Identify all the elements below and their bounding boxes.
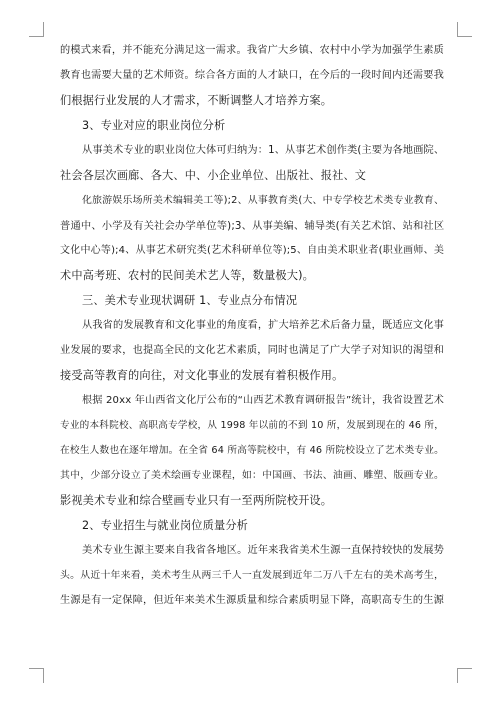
text-line: 根据 20xx 年山西省文化厅公布的“山西艺术教育调研报告”统计，我省设置艺术 (82, 395, 444, 406)
crop-mark-bottom-left (29, 668, 44, 683)
text-line: 在校生人数也在逐年增加。在全省 64 所高等院校中，有 46 所院校设立了艺术类专业。 (60, 445, 444, 456)
text-line: 化旅游娱乐场所美术编辑美工等);2、从事教育类(大、中专学校艺术类专业教育、 (82, 195, 444, 206)
section-heading: 3、专业对应的职业岗位分析 (82, 119, 226, 132)
text-line: 头。从近十年来看，美术考生从两三千人一直发展到近年二万八千左右的美术高考生， (60, 570, 444, 581)
text-line: 从事美术专业的职业岗位大体可归纳为：1、从事艺术创作类(主要为各地画院、 (82, 145, 444, 156)
crop-mark-bottom-right (457, 668, 472, 683)
text-line: 接受高等教育的向往，对文化事业的发展有着积极作用。 (60, 369, 344, 382)
text-line: 其中，少部分设立了美术绘画专业课程，如：中国画、书法、油画、雕塑、版画专业。 (60, 470, 444, 481)
section-heading: 2、专业招生与就业岗位质量分析 (82, 519, 248, 532)
text-line: 术中高考班、农村的民间美术艺人等，数量极大)。 (60, 269, 314, 282)
crop-mark-top-left (29, 22, 44, 37)
text-line: 教育也需要大量的艺术师资。综合各方面的人才缺口，在今后的一段时间内还需要我 (60, 70, 444, 81)
text-line: 社会各层次画廊、各大、中、小企业单位、出版社、报社、文 (60, 169, 367, 182)
document-body (60, 44, 444, 619)
text-line: 专业的本科院校、高职高专学校，从 1998 年以前的不到 10 所，发展到现在的 46 所， (60, 420, 444, 431)
text-line: 生源是有一定保障，但近年来美术生源质量和综合素质明显下降，高职高专生的生源 (60, 595, 444, 606)
text-line: 影视美术专业和综合壁画专业只有一至两所院校开设。 (60, 494, 333, 507)
text-line: 普通中、小学及有关社会办学单位等);3、从事美编、辅导类(有关艺术馆、站和社区 (60, 220, 444, 232)
crop-mark-top-right (457, 22, 472, 37)
text-line: 美术专业生源主要来自我省各地区。近年来我省美术生源一直保持较快的发展势 (82, 545, 444, 556)
text-line: 业发展的要求，也提高全民的文化艺术素质，同时也满足了广大学子对知识的渴望和 (60, 345, 444, 356)
text-line: 文化中心等);4、从事艺术研究类(艺术科研单位等);5、自由美术职业者(职业画师、美 (60, 245, 444, 256)
text-line: 从我省的发展教育和文化事业的角度看，扩大培养艺术后备力量，既适应文化事 (82, 320, 444, 331)
text-line: 们根据行业发展的人才需求，不断调整人才培养方案。 (60, 94, 333, 107)
text-line: 的模式来看，并不能充分满足这一需求。我省广大乡镇、农村中小学为加强学生素质 (60, 45, 444, 56)
section-heading: 三、美术专业现状调研 1、专业点分布情况 (82, 294, 298, 307)
